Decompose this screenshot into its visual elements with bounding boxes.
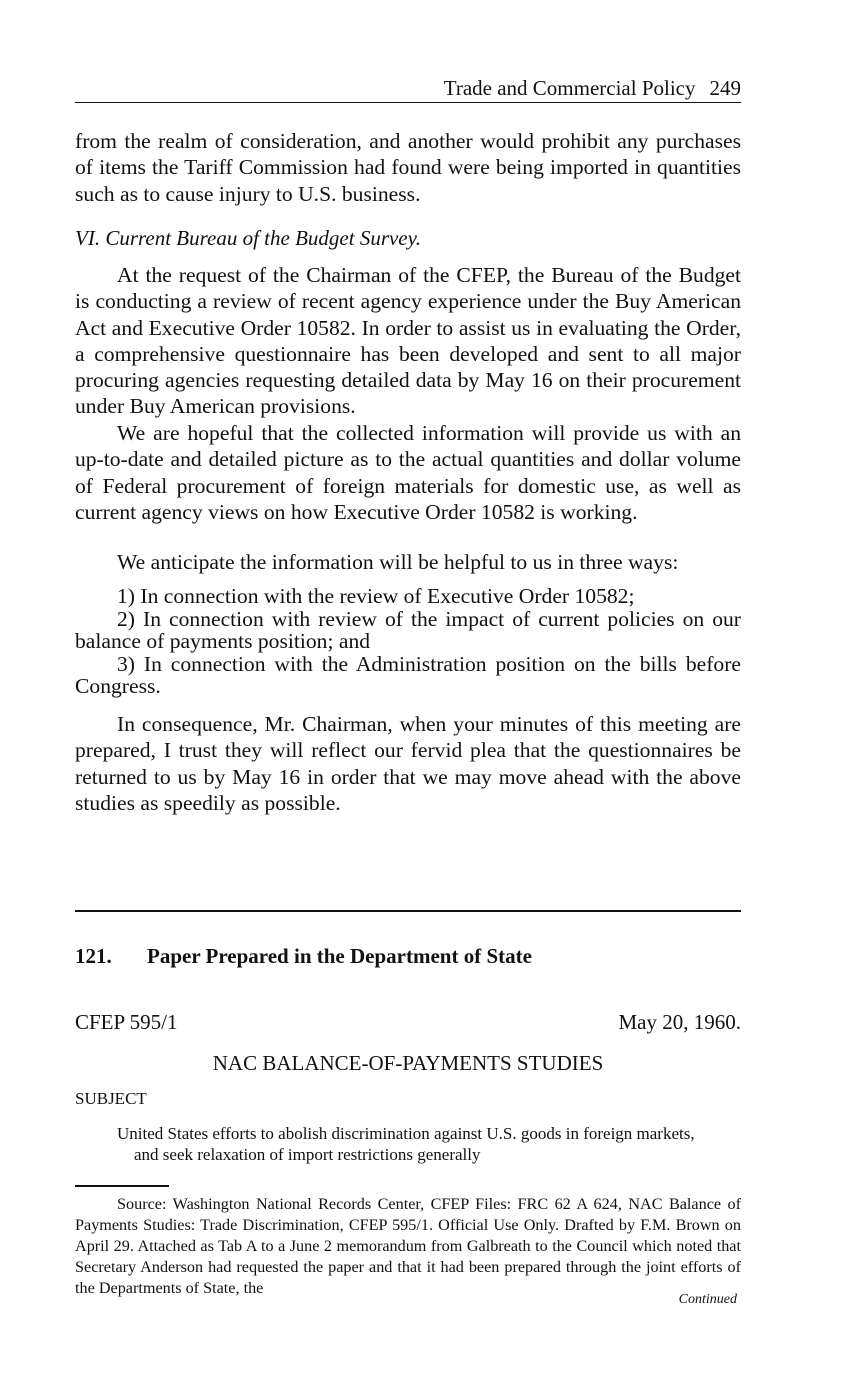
reference-row xyxy=(75,1008,741,1036)
running-title: Trade and Commercial Policy xyxy=(443,76,696,100)
subject-text: United States efforts to abolish discrimination against U.S. goods in foreign markets, and seek relaxation of import restrictions generally xyxy=(117,1124,695,1164)
subject-label: SUBJECT xyxy=(75,1089,147,1108)
document-reference: CFEP 595/1 xyxy=(75,1010,178,1034)
continuation-paragraph: from the realm of consideration, and another would prohibit any purchases of items the Tariff Commission had found were being imported in quantities such as to cause injury to U.S. business. xyxy=(75,129,741,206)
numbered-list xyxy=(75,585,741,698)
list-item: 3) In connection with the Administration position on the bills before Congress. xyxy=(75,651,741,698)
document-divider xyxy=(75,910,741,912)
section-heading: VI. Current Bureau of the Budget Survey. xyxy=(75,226,422,250)
document-title-heading: Paper Prepared in the Department of State xyxy=(147,944,532,968)
list-item: 1) In connection with the review of Executive Order 10582; xyxy=(117,584,635,608)
list-item: 2) In connection with review of the impact of current policies on our balance of payments position; and xyxy=(75,606,741,653)
running-header xyxy=(75,74,741,103)
source-footnote: Source: Washington National Records Center, CFEP Files: FRC 62 A 624, NAC Balance of Payments Studies: Trade Discrimination, CFEP 595/1. Official Use Only. Drafted by F.M. Brown on April 29. Attached as Tab A to a June 2 memorandum from Galbreath to the Council which noted that Secretary Anderson had requested the paper and that it had been prepared through the joint efforts of the Departments of State, the xyxy=(75,1195,741,1297)
paragraph-budget-review: At the request of the Chairman of the CFEP, the Bureau of the Budget is conducting a review of recent agency experience under the Buy American Act and Executive Order 10582. In order to assist us in evaluating the Order, a comprehensive questionnaire has been developed and sent to all major procuring agencies requesting detailed data by May 16 on their procurement under Buy American provisions. xyxy=(75,263,741,419)
paragraph-anticipate: We anticipate the information will be helpful to us in three ways: xyxy=(117,550,679,574)
document-date: May 20, 1960. xyxy=(618,1010,741,1034)
document-heading xyxy=(75,942,741,970)
footnote-divider xyxy=(75,1185,169,1187)
paragraph-hopeful: We are hopeful that the collected information will provide us with an up-to-date and detailed picture as to the actual quantities and dollar volume of Federal procurement of foreign materials for domestic use, as well as current agency views on how Executive Order 10582 is working. xyxy=(75,421,741,524)
document-number: 121. xyxy=(75,944,112,968)
page-number: 249 xyxy=(709,76,741,100)
closing-paragraph: In consequence, Mr. Chairman, when your minutes of this meeting are prepared, I trust they will reflect our fervid plea that the questionnaires be returned to us by May 16 in order that we may move ahead with the above studies as speedily as possible. xyxy=(75,712,741,815)
paper-title: NAC BALANCE-OF-PAYMENTS STUDIES xyxy=(212,1051,604,1075)
continued-note: Continued xyxy=(678,1292,737,1307)
